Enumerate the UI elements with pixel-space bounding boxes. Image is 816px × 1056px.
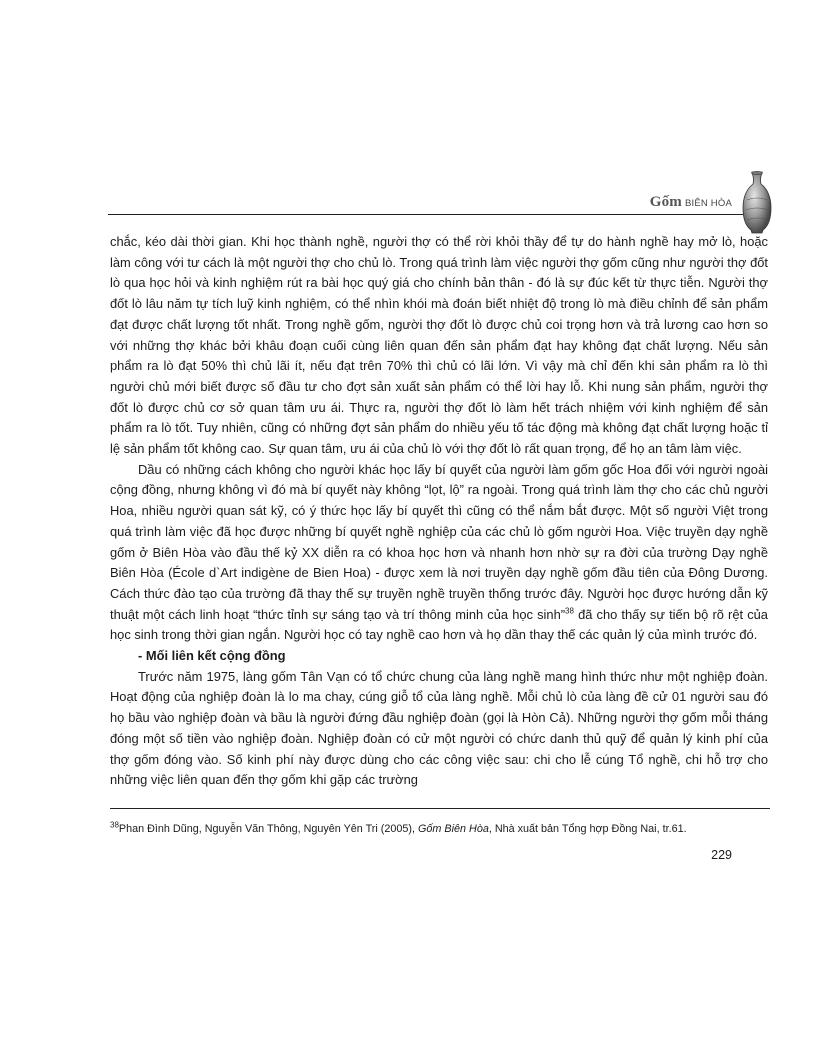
paragraph-text: Dầu có những cách không cho người khác học lấy bí quyết của người làm gốm gốc Hoa đối với người ngoài cộng đồng, nhưng không vì đó mà bí quyết này không “lọt, lộ” ra ngoài. Trong quá trình làm thợ cho các chủ người Hoa, nhiều người quan sát kỹ, có ý thức học lấy bí quyết thì cũng có thể nắm bắt được. Một số người Việt trong quá trình làm việc đã học được những bí quyết nghề nghiệp của các chủ lò gốm người Hoa. Việc truyền dạy nghề gốm ở Biên Hòa vào đầu thế kỷ XX diễn ra có khoa học hơn và nhanh hơn nhờ sự ra đời của trường Dạy nghề Biên Hòa (École d`Art indigène de Bien Hoa) - được xem là nơi truyền dạy nghề gốm đầu tiên của Đông Dương. Cách thức đào tạo của trường đã thay thế sự truyền nghề truyền thống trước đây. Người học được hướng dẫn kỹ thuật một cách linh hoạt “thức tỉnh sự sáng tạo và trí thông minh của học sinh” xyxy=(110,461,768,622)
header-rule xyxy=(108,214,768,215)
footnote-text: Phan Đình Dũng, Nguyễn Văn Thông, Nguyên Yên Tri (2005), xyxy=(118,823,419,835)
footnote xyxy=(110,822,770,837)
footnote-text: , Nhà xuất bản Tổng hợp Đồng Nai, tr.61. xyxy=(488,823,687,835)
running-title xyxy=(650,194,732,211)
footnote-number: 38 xyxy=(110,820,119,830)
paragraph: chắc, kéo dài thời gian. Khi học thành nghề, người thợ có thể rời khỏi thầy để tự do hành nghề hay mở lò, hoặc làm công với tư cách là một người thợ cho chủ lò. Trong quá trình làm việc người thợ gốm cũng như người thợ đốt lò qua học hỏi và kinh nghiệm rút ra bài học quý giá cho chính bản thân - đó là sự đúc kết từ thực tiễn. Người thợ đốt lò lâu năm tự tích luỹ kinh nghiệm, có thể nhìn khói mà đoán biết nhiệt độ trong lò mà điều chỉnh để sản phẩm đạt được chất lượng tốt nhất. Trong nghề gốm, người thợ đốt lò được chủ coi trọng hơn và trả lương cao hơn so với những thợ khác bởi khâu đoạn cuối cùng liên quan đến sản phẩm đạt hay không đạt chất lượng. Nếu sản phẩm ra lò đạt 50% thì chủ lãi ít, nếu đạt trên 70% thì chủ có lãi lớn. Vì vậy mà chỉ đến khi sản phẩm ra lò thì người chủ mới biết được số đầu tư cho đợt sản xuất sản phẩm có thể lời hay lỗ. Khi nung sản phẩm, người thợ đốt lò được chủ cơ sở quan tâm ưu ái. Thực ra, người thợ đốt lò làm hết trách nhiệm với kinh nghiệm để sản phẩm ra lò tốt. Tuy nhiên, cũng có những đợt sản phẩm do nhiều yếu tố tác động mà không đạt chất lượng hoặc tỉ lệ sản phẩm tốt không cao. Sự quan tâm, ưu ái của chủ lò với thợ đốt lò rất quan trọng, để họ an tâm làm việc. xyxy=(110,234,768,457)
body-text xyxy=(110,232,768,791)
paragraph-text: đã cho thấy sự tiến bộ rõ rệt của học sinh trong thời gian ngắn. Người học có tay nghề cao hơn và họ dần thay thế các quản lý của mình trước đó. xyxy=(110,606,768,643)
vase-icon xyxy=(741,170,773,234)
page-number: 229 xyxy=(711,848,732,862)
running-title-sub: BIÊN HÒA xyxy=(685,198,732,209)
footnote-ref: 38 xyxy=(565,606,574,616)
page-header xyxy=(0,0,816,230)
paragraph: Trước năm 1975, làng gốm Tân Vạn có tổ chức chung của làng nghề mang hình thức như một nghiệp đoàn. Hoạt động của nghiệp đoàn là lo ma chay, cúng giỗ tổ của làng nghề. Mỗi chủ lò của làng đề cử 01 người sau đó họ bầu vào nghiệp đoàn và bầu là người đứng đầu nghiệp đoàn (gọi là Hòn Cả). Những người thợ gốm mỗi tháng đóng một số tiền vào nghiệp đoàn. Nghiệp đoàn có cử một người có chức danh thủ quỹ để quản lý kinh phí của thợ gốm đóng vào. Số kinh phí này được dùng cho các công việc sau: chi cho lễ cúng Tổ nghề, chi hỗ trợ cho những việc liên quan đến thợ gốm khi gặp các trường xyxy=(110,668,768,788)
footnote-book-title: Gốm Biên Hòa xyxy=(418,823,489,835)
section-subheading: - Mối liên kết cộng đồng xyxy=(138,648,286,664)
running-title-main: Gốm xyxy=(649,194,682,210)
paragraph xyxy=(110,460,768,646)
footnote-rule xyxy=(110,808,770,809)
